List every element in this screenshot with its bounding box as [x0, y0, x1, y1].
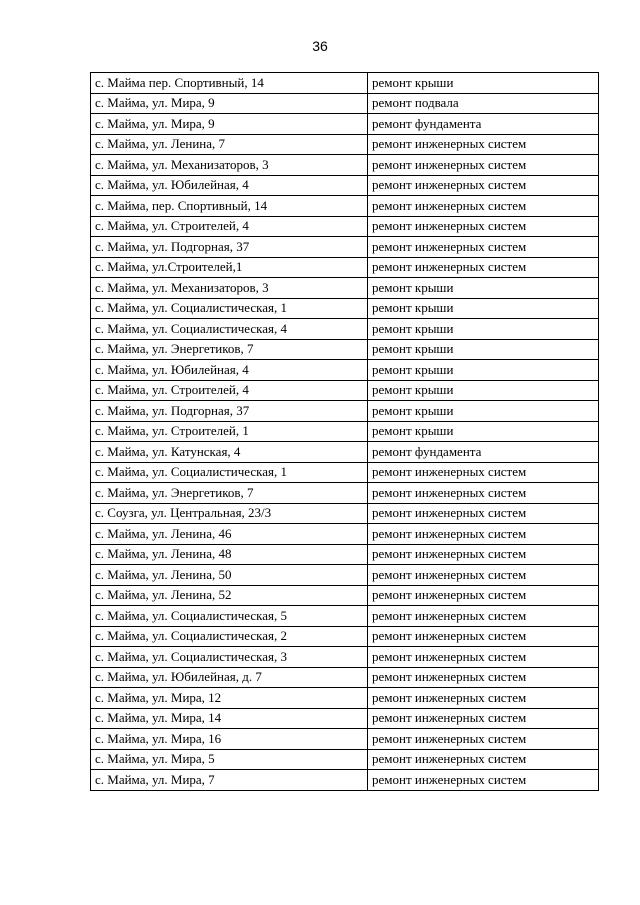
address-cell: с. Майма, ул. Мира, 7: [91, 770, 368, 791]
address-cell: с. Майма, ул. Строителей, 4: [91, 216, 368, 237]
work-type-cell: ремонт инженерных систем: [368, 544, 599, 565]
work-type-cell: ремонт инженерных систем: [368, 770, 599, 791]
address-cell: с. Майма, пер. Спортивный, 14: [91, 196, 368, 217]
address-cell: с. Майма, ул. Мира, 12: [91, 688, 368, 709]
work-type-cell: ремонт инженерных систем: [368, 134, 599, 155]
table-row: [91, 483, 599, 504]
work-type-cell: ремонт крыши: [368, 298, 599, 319]
table-row: [91, 544, 599, 565]
address-cell: с. Майма, ул. Ленина, 7: [91, 134, 368, 155]
table-row: [91, 647, 599, 668]
address-cell: с. Майма, ул. Мира, 14: [91, 708, 368, 729]
work-type-cell: ремонт крыши: [368, 73, 599, 94]
work-type-cell: ремонт инженерных систем: [368, 749, 599, 770]
table-row: [91, 688, 599, 709]
address-cell: с. Майма, ул. Энергетиков, 7: [91, 483, 368, 504]
table-row: [91, 585, 599, 606]
address-cell: с. Майма, ул. Социалистическая, 3: [91, 647, 368, 668]
address-cell: с. Майма, ул. Мира, 9: [91, 114, 368, 135]
address-cell: с. Майма, ул. Ленина, 46: [91, 524, 368, 545]
table-row: [91, 360, 599, 381]
address-cell: с. Соузга, ул. Центральная, 23/3: [91, 503, 368, 524]
repair-table: [90, 72, 599, 791]
table-row: [91, 339, 599, 360]
work-type-cell: ремонт крыши: [368, 401, 599, 422]
work-type-cell: ремонт крыши: [368, 421, 599, 442]
address-cell: с. Майма, ул. Строителей, 4: [91, 380, 368, 401]
table-row: [91, 319, 599, 340]
work-type-cell: ремонт инженерных систем: [368, 257, 599, 278]
address-cell: с. Майма, ул. Юбилейная, 4: [91, 175, 368, 196]
work-type-cell: ремонт инженерных систем: [368, 626, 599, 647]
address-cell: с. Майма, ул. Мира, 9: [91, 93, 368, 114]
address-cell: с. Майма, ул. Ленина, 48: [91, 544, 368, 565]
address-cell: с. Майма, ул. Социалистическая, 5: [91, 606, 368, 627]
table-body: [91, 73, 599, 791]
work-type-cell: ремонт инженерных систем: [368, 606, 599, 627]
table-row: [91, 749, 599, 770]
address-cell: с. Майма пер. Спортивный, 14: [91, 73, 368, 94]
table-row: [91, 667, 599, 688]
table-row: [91, 503, 599, 524]
address-cell: с. Майма, ул. Мира, 16: [91, 729, 368, 750]
work-type-cell: ремонт фундамента: [368, 114, 599, 135]
work-type-cell: ремонт инженерных систем: [368, 503, 599, 524]
address-cell: с. Майма, ул. Строителей, 1: [91, 421, 368, 442]
table-row: [91, 729, 599, 750]
table-row: [91, 708, 599, 729]
table-row: [91, 93, 599, 114]
address-cell: с. Майма, ул. Социалистическая, 4: [91, 319, 368, 340]
address-cell: с. Майма, ул. Социалистическая, 2: [91, 626, 368, 647]
work-type-cell: ремонт инженерных систем: [368, 708, 599, 729]
work-type-cell: ремонт инженерных систем: [368, 729, 599, 750]
work-type-cell: ремонт инженерных систем: [368, 585, 599, 606]
address-cell: с. Майма, ул. Механизаторов, 3: [91, 278, 368, 299]
table-row: [91, 421, 599, 442]
address-cell: с. Майма, ул. Юбилейная, д. 7: [91, 667, 368, 688]
address-cell: с. Майма, ул. Ленина, 52: [91, 585, 368, 606]
table-row: [91, 524, 599, 545]
table-row: [91, 134, 599, 155]
work-type-cell: ремонт крыши: [368, 339, 599, 360]
table-row: [91, 73, 599, 94]
table-row: [91, 298, 599, 319]
table-row: [91, 216, 599, 237]
address-cell: с. Майма, ул. Катунская, 4: [91, 442, 368, 463]
address-cell: с. Майма, ул. Подгорная, 37: [91, 237, 368, 258]
work-type-cell: ремонт инженерных систем: [368, 216, 599, 237]
address-cell: с. Майма, ул. Социалистическая, 1: [91, 462, 368, 483]
work-type-cell: ремонт крыши: [368, 319, 599, 340]
table-row: [91, 237, 599, 258]
table-row: [91, 175, 599, 196]
work-type-cell: ремонт инженерных систем: [368, 175, 599, 196]
address-cell: с. Майма, ул. Юбилейная, 4: [91, 360, 368, 381]
work-type-cell: ремонт инженерных систем: [368, 196, 599, 217]
table-row: [91, 278, 599, 299]
work-type-cell: ремонт крыши: [368, 380, 599, 401]
table-row: [91, 155, 599, 176]
address-cell: с. Майма, ул. Ленина, 50: [91, 565, 368, 586]
address-cell: с. Майма, ул. Механизаторов, 3: [91, 155, 368, 176]
address-cell: с. Майма, ул. Подгорная, 37: [91, 401, 368, 422]
table-row: [91, 114, 599, 135]
work-type-cell: ремонт крыши: [368, 360, 599, 381]
table-row: [91, 401, 599, 422]
work-type-cell: ремонт инженерных систем: [368, 565, 599, 586]
work-type-cell: ремонт инженерных систем: [368, 462, 599, 483]
address-cell: с. Майма, ул. Энергетиков, 7: [91, 339, 368, 360]
work-type-cell: ремонт инженерных систем: [368, 688, 599, 709]
table-row: [91, 626, 599, 647]
work-type-cell: ремонт фундамента: [368, 442, 599, 463]
table-row: [91, 606, 599, 627]
work-type-cell: ремонт подвала: [368, 93, 599, 114]
work-type-cell: ремонт инженерных систем: [368, 155, 599, 176]
table-row: [91, 196, 599, 217]
address-cell: с. Майма, ул. Мира, 5: [91, 749, 368, 770]
work-type-cell: ремонт крыши: [368, 278, 599, 299]
address-cell: с. Майма, ул. Социалистическая, 1: [91, 298, 368, 319]
table-row: [91, 462, 599, 483]
table-row: [91, 380, 599, 401]
work-type-cell: ремонт инженерных систем: [368, 237, 599, 258]
table-row: [91, 770, 599, 791]
table-row: [91, 565, 599, 586]
page-number: 36: [312, 38, 328, 54]
work-type-cell: ремонт инженерных систем: [368, 667, 599, 688]
address-cell: с. Майма, ул.Строителей,1: [91, 257, 368, 278]
work-type-cell: ремонт инженерных систем: [368, 647, 599, 668]
work-type-cell: ремонт инженерных систем: [368, 524, 599, 545]
table-row: [91, 257, 599, 278]
table-row: [91, 442, 599, 463]
work-type-cell: ремонт инженерных систем: [368, 483, 599, 504]
